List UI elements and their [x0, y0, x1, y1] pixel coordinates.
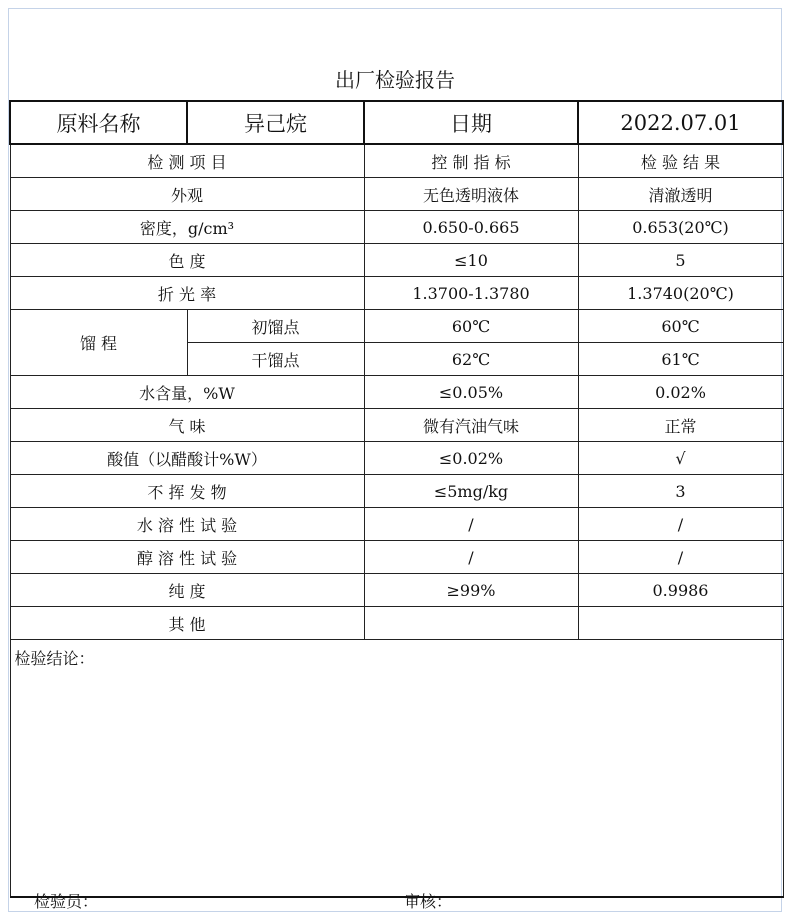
- spec: ≤0.05%: [364, 376, 578, 409]
- result: 0.02%: [578, 376, 783, 409]
- date-label: 日期: [364, 101, 578, 144]
- spec: [364, 607, 578, 640]
- result: 0.9986: [578, 574, 783, 607]
- conclusion-label: 检验结论：: [14, 649, 95, 668]
- dry-label: 干馏点: [187, 343, 364, 376]
- result: [578, 607, 783, 640]
- item: 外观: [10, 178, 364, 211]
- table-row: [10, 607, 783, 640]
- result: /: [578, 541, 783, 574]
- spec: ≤0.02%: [364, 442, 578, 475]
- table-row: [10, 178, 783, 211]
- item: 水 溶 性 试 验: [10, 508, 364, 541]
- distillation-label: 馏 程: [10, 310, 187, 376]
- result: 0.653(20℃): [578, 211, 783, 244]
- conclusion-row: [10, 640, 783, 898]
- item: 不 挥 发 物: [10, 475, 364, 508]
- date-value: 2022.07.01: [578, 101, 783, 144]
- spec: 无色透明液体: [364, 178, 578, 211]
- item: 折 光 率: [10, 277, 364, 310]
- initial-label: 初馏点: [187, 310, 364, 343]
- spec: /: [364, 541, 578, 574]
- column-header-row: [10, 144, 783, 178]
- item: 密度，g/cm³: [10, 211, 364, 244]
- item: 酸值（以醋酸计%W）: [10, 442, 364, 475]
- item: 水含量，%W: [10, 376, 364, 409]
- result: 清澈透明: [578, 178, 783, 211]
- report-table: [9, 100, 784, 898]
- material-label: 原料名称: [10, 101, 187, 144]
- dry-spec: 62℃: [364, 343, 578, 376]
- spec: /: [364, 508, 578, 541]
- result: 1.3740(20℃): [578, 277, 783, 310]
- header-row: [10, 101, 783, 144]
- item: 其 他: [10, 607, 364, 640]
- dry-result: 61℃: [578, 343, 783, 376]
- table-row: [10, 310, 783, 343]
- col-spec: 控 制 指 标: [364, 144, 578, 178]
- table-row: [10, 541, 783, 574]
- table-row: [10, 244, 783, 277]
- spec: ≤5mg/kg: [364, 475, 578, 508]
- spec: ≤10: [364, 244, 578, 277]
- table-row: [10, 409, 783, 442]
- table-row: [10, 442, 783, 475]
- spec: 微有汽油气味: [364, 409, 578, 442]
- table-row: [10, 277, 783, 310]
- col-item: 检 测 项 目: [10, 144, 364, 178]
- conclusion-cell[interactable]: [10, 640, 783, 898]
- item: 醇 溶 性 试 验: [10, 541, 364, 574]
- result: /: [578, 508, 783, 541]
- table-row: [10, 475, 783, 508]
- spec: 1.3700-1.3780: [364, 277, 578, 310]
- inspector-label: 检验员：: [34, 892, 99, 911]
- spec: ≥99%: [364, 574, 578, 607]
- item: 纯 度: [10, 574, 364, 607]
- table-row: [10, 574, 783, 607]
- reviewer-label: 审核：: [404, 892, 453, 911]
- table-row: [10, 376, 783, 409]
- initial-spec: 60℃: [364, 310, 578, 343]
- result: 3: [578, 475, 783, 508]
- material-value: 异己烷: [187, 101, 364, 144]
- result: √: [578, 442, 783, 475]
- item: 气 味: [10, 409, 364, 442]
- table-row: [10, 508, 783, 541]
- spec: 0.650-0.665: [364, 211, 578, 244]
- result: 正常: [578, 409, 783, 442]
- col-result: 检 验 结 果: [578, 144, 783, 178]
- report-title: 出厂检验报告: [335, 68, 455, 92]
- item: 色 度: [10, 244, 364, 277]
- result: 5: [578, 244, 783, 277]
- table-row: [10, 211, 783, 244]
- initial-result: 60℃: [578, 310, 783, 343]
